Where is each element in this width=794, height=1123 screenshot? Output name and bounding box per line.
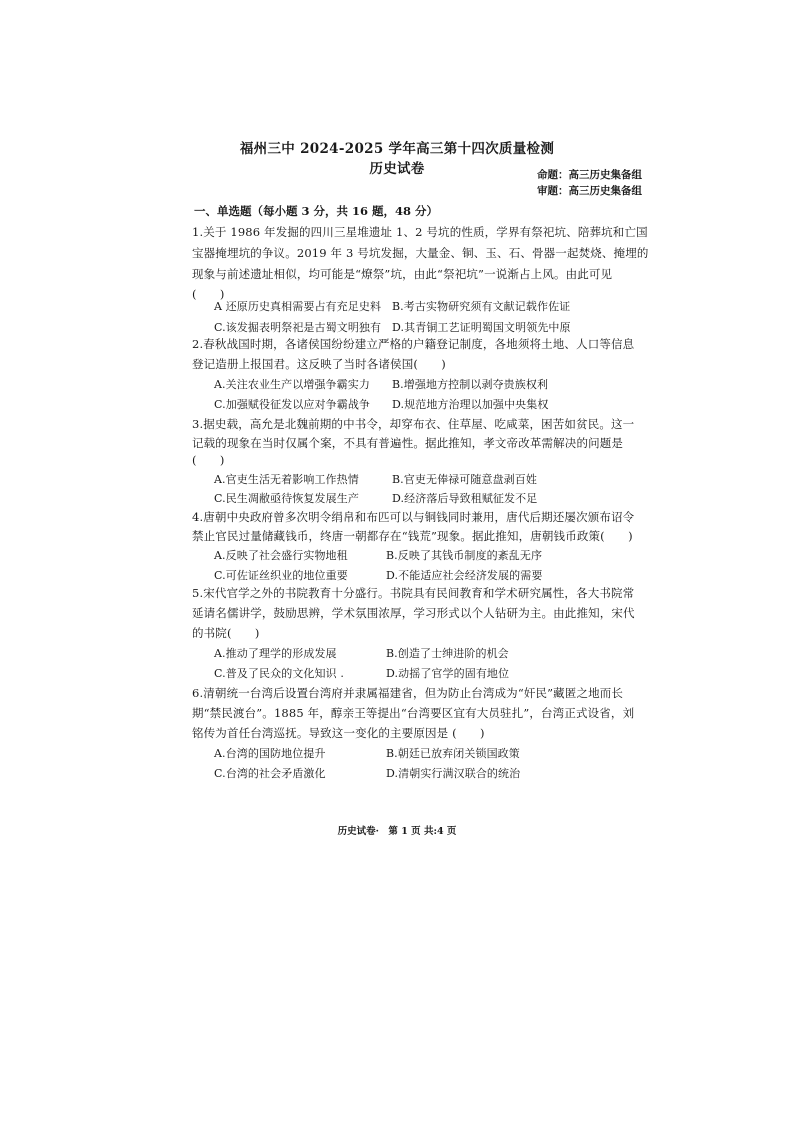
question-6-option-b: B.朝廷已放弃闭关锁国政策 (386, 747, 520, 760)
question-5-line-1: 5.宋代官学之外的书院教育十分盛行。书院具有民间教育和学术研究属性，各大书院常 (192, 586, 635, 600)
question-1-option-b: B.考古实物研究须有文献记载作佐证 (392, 300, 571, 313)
question-2-line-1: 2.春秋战国时期，各诸侯国纷纷建立严格的户籍登记制度，各地须将土地、人口等信息 (192, 337, 635, 351)
question-3-option-d: D.经济落后导致租赋征发不足 (392, 492, 538, 505)
question-6-line-2: 期“禁民渡台”。1885 年，醇亲王等提出“台湾要区宜有大员驻扎”，台湾正式设省，刘 (192, 706, 635, 720)
exam-title: 福州三中 2024-2025 学年高三第十四次质量检测 (239, 141, 555, 157)
question-setter: 命题：高三历史集备组 (537, 169, 642, 181)
question-2-line-2: 登记造册上报国君。这反映了当时各诸侯国( ) (192, 357, 446, 371)
question-reviewer: 审题：高三历史集备组 (537, 185, 642, 197)
question-1-line-2: 宝器掩埋坑的争议。2019 年 3 号坑发掘，大量金、铜、玉、石、骨器一起焚烧、掩埋的 (192, 246, 649, 260)
page-footer: 历史试卷· 第 1 页 共:4 页 (337, 826, 457, 837)
question-6-line-3: 铭传为首任台湾巡抚。导致这一变化的主要原因是 ( ) (192, 726, 485, 740)
exam-subtitle: 历史试卷 (369, 161, 425, 177)
question-2-option-c: C.加强赋役征发以应对争霸战争 (214, 398, 371, 411)
question-3-option-a: A.官吏生活无着影响工作热情 (214, 473, 359, 486)
question-5-option-c: C.普及了民众的文化知识 . (214, 667, 344, 680)
question-5-option-b: B.创造了士绅进阶的机会 (386, 647, 509, 660)
question-2-option-a: A.关注农业生产以增强争霸实力 (214, 378, 370, 391)
question-5-line-3: 的书院( ) (192, 626, 260, 640)
question-1-option-a: A 还原历史真相需要占有充足史料 (214, 300, 382, 313)
question-1-option-c: C.该发掘表明祭祀是古蜀文明独有 (214, 321, 382, 334)
question-1-line-4: ( ) (192, 287, 225, 301)
question-5-line-2: 延请名儒讲学，鼓励思辨，学术氛围浓厚，学习形式以个人钻研为主。由此推知，宋代 (192, 606, 635, 620)
question-4-line-2: 禁止官民过量储藏钱币，终唐一朝都存在“钱荒”现象。据此推知，唐朝钱币政策( ) (192, 529, 633, 543)
question-1-option-d: D.其青铜工艺证明蜀国文明领先中原 (392, 321, 571, 334)
question-1-line-3: 现象与前述遗址相似，均可能是“燎祭”坑，由此“祭祀坑”一说渐占上风。由此可见 (192, 267, 613, 281)
question-2-option-b: B.增强地方控制以剥夺贵族权利 (392, 378, 549, 391)
question-6-option-d: D.清朝实行满汉联合的统治 (386, 767, 521, 780)
question-4-option-d: D.不能适应社会经济发展的需要 (386, 569, 543, 582)
question-6-line-1: 6.清朝统一台湾后设置台湾府并隶属福建省，但为防止台湾成为“奸民”藏匿之地而长 (192, 686, 624, 700)
question-4-line-1: 4.唐朝中央政府曾多次明令绢帛和布匹可以与铜钱同时兼用，唐代后期还屡次颁布诏令 (192, 510, 635, 524)
question-5-option-d: D.动摇了官学的固有地位 (386, 667, 510, 680)
question-3-line-1: 3.据史载，高允是北魏前期的中书令，却穿布衣、住草屋、吃咸菜，困苦如贫民。这一 (192, 417, 635, 431)
question-4-option-a: A.反映了社会盛行实物地租 (214, 549, 348, 562)
question-1-line-1: 1.关于 1986 年发掘的四川三星堆遗址 1、2 号坑的性质，学界有祭祀坑、陪葬坑和亡国 (192, 225, 648, 239)
section-heading: 一、单选题（每小题 3 分，共 16 题，48 分） (194, 204, 439, 218)
question-6-option-c: C.台湾的社会矛盾激化 (214, 767, 326, 780)
question-5-option-a: A.推动了理学的形成发展 (214, 647, 337, 660)
question-3-line-2: 记载的现象在当时仅属个案，不具有普遍性。据此推知，孝文帝改革需解决的问题是 (192, 436, 624, 450)
question-2-option-d: D.规范地方治理以加强中央集权 (392, 398, 549, 411)
question-3-option-b: B.官吏无俸禄可随意盘剥百姓 (392, 473, 537, 486)
question-3-line-3: ( ) (192, 453, 225, 467)
question-4-option-b: B.反映了其钱币制度的紊乱无序 (386, 549, 543, 562)
question-6-option-a: A.台湾的国防地位提升 (214, 747, 326, 760)
question-3-option-c: C.民生凋敝亟待恢复发展生产 (214, 492, 359, 505)
question-4-option-c: C.可佐证丝织业的地位重要 (214, 569, 348, 582)
